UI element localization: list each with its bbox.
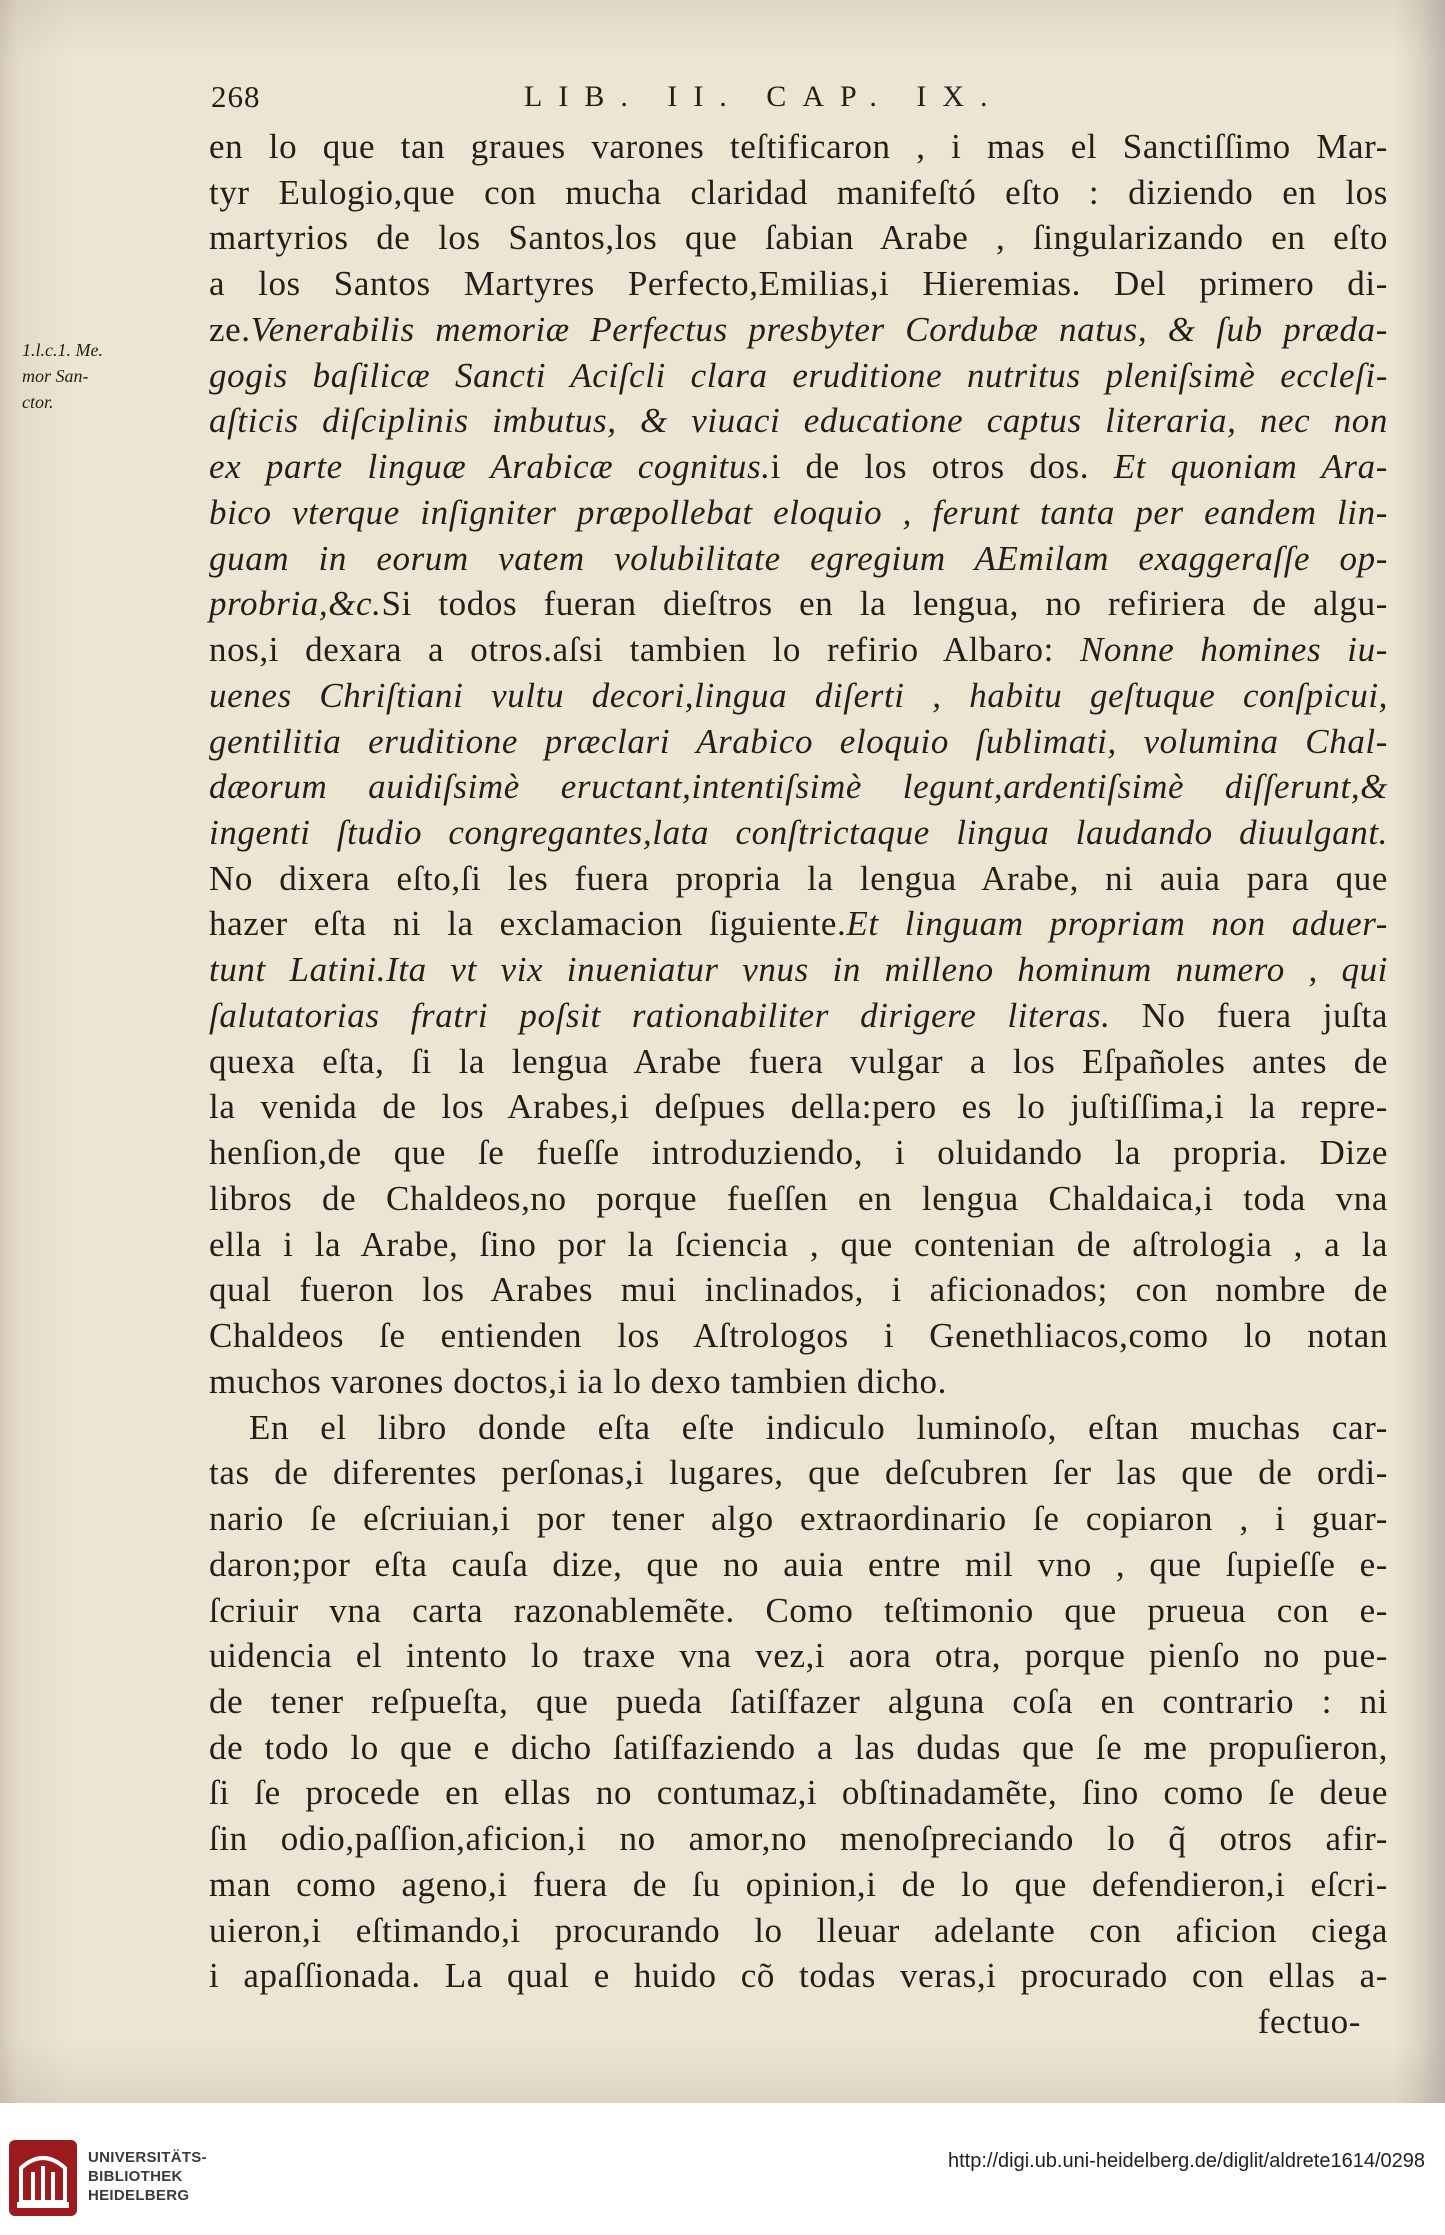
text-line-content [209,1267,1388,1313]
page-url-link[interactable]: http://digi.ub.uni-heidelberg.de/diglit/aldrete1614/0298 [947,2150,1425,2172]
text-line-content [209,353,1388,399]
text-line [209,1725,1388,1771]
italic-text-run: probria,&c. [209,584,382,624]
roman-text-run: tas de diferentes perſonas,i lugares, que deſcubren ſer las que de ordi- [209,1453,1388,1493]
text-line [209,1222,1388,1268]
text-line-content [209,856,1388,902]
text-line [209,1359,1388,1405]
roman-text-run: henſion,de que ſe fueſſe introduziendo, i oluidando la propria. Dize [209,1133,1388,1173]
text-line [209,627,1388,673]
text-line-content [209,215,1388,261]
text-line-content [209,1862,1388,1908]
text-line [209,536,1388,582]
italic-text-run: Nonne homines iu- [1079,630,1388,670]
text-line-content [209,1908,1388,1954]
text-line [209,307,1388,353]
roman-text-run: En el libro donde eſta eſte indiculo luminoſo, eſtan muchas car- [249,1407,1388,1447]
text-line [209,673,1388,719]
italic-text-run: ſalutatorias fratri poſsit rationabiliter dirigere literas. [209,995,1142,1035]
text-line [209,490,1388,536]
marginal-note-line: ctor. [22,392,54,412]
text-line [209,1679,1388,1725]
text-line-content [209,1039,1388,1085]
roman-text-run: Si todos fueran dieſtros en la lengua, no refiriera de algu- [381,584,1388,624]
text-line [209,1770,1388,1816]
text-line [209,1953,1388,1999]
text-line-content [209,444,1388,490]
text-line-content [209,170,1388,216]
marginal-note-line: 1.l.c.1. Me. [22,340,103,360]
text-line-content [209,1130,1388,1176]
italic-text-run: dæorum auidiſsimè eructant,intentiſsimè legunt,ardentiſsimè diſſerunt,& [209,767,1388,807]
roman-text-run: qual fueron los Arabes mui inclinados, i aficionados; con nombre de [209,1270,1388,1310]
text-line-content [209,124,1388,170]
text-line-content [209,1588,1388,1634]
text-line [209,261,1388,307]
roman-text-run: nos,i dexara a otros.aſsi tambien lo refirio Albaro: [209,630,1080,670]
text-line-content [209,810,1388,856]
running-head [0,77,1445,117]
text-line-content [209,901,1388,947]
roman-text-run: Chaldeos ſe entienden los Aſtrologos i Genethliacos,como lo notan [209,1316,1388,1356]
text-line [209,1588,1388,1634]
italic-text-run: aſticis diſciplinis imbutus, & viuaci educatione captus literaria, nec non [209,401,1388,441]
text-line-content [209,627,1388,673]
text-line [209,1908,1388,1954]
roman-text-run: la venida de los Arabes,i deſpues della:pero es lo juſtiſſima,i la repre- [209,1087,1388,1127]
text-line-content [209,261,1388,307]
text-line [209,170,1388,216]
text-line [209,1816,1388,1862]
text-line [209,1313,1388,1359]
text-line [209,856,1388,902]
italic-text-run: Et linguam propriam non aduer- [846,904,1388,944]
roman-text-run: de tener reſpueſta, que pueda ſatiſfazer alguna coſa en contrario : ni [209,1681,1388,1721]
text-line-content [209,1770,1388,1816]
italic-text-run: bico vterque inſigniter præpollebat eloquio , ferunt tanta per eandem lin- [209,492,1388,532]
text-line [209,353,1388,399]
roman-text-run: No dixera eſto,ſi les fuera propria la lengua Arabe, ni auia para que [209,858,1388,898]
text-line [209,1405,1388,1451]
text-line [209,1039,1388,1085]
text-line-content [209,536,1388,582]
text-line [209,1267,1388,1313]
body-text [209,124,1388,2045]
roman-text-run: ſin odio,paſſion,aficion,i no amor,no menoſpreciando lo q̃ otros afir- [209,1819,1388,1859]
library-footer [0,2103,1445,2235]
text-line [209,1633,1388,1679]
library-name-line: BIBLIOTHEK [88,2168,183,2185]
roman-text-run: uieron,i eſtimando,i procurando lo lleuar adelante con aficion ciega [209,1910,1388,1950]
text-line-content [209,1084,1388,1130]
roman-text-run: en lo que tan graues varones teſtificaron , i mas el Sanctiſſimo Mar- [209,127,1388,166]
text-line [209,719,1388,765]
roman-text-run: No fuera juſta [1141,995,1388,1035]
roman-text-run: a los Santos Martyres Perfecto,Emilias,i Hieremias. Del primero di- [209,264,1388,304]
text-line-content [209,1359,947,1405]
roman-text-run: hazer eſta ni la exclamacion ſiguiente. [209,904,847,944]
italic-text-run: ex parte linguæ Arabicæ cognitus. [209,447,771,487]
italic-text-run: ingenti ſtudio congregantes,lata conſtrictaque lingua laudando diuulgant. [209,813,1388,853]
roman-text-run: ſcriuir vna carta razonablemẽte. Como teſtimonio que prueua con e- [209,1590,1388,1630]
library-name [88,2148,207,2205]
marginal-note-line: mor San- [22,366,89,386]
running-title: LIB. II. CAP. IX. [524,80,1004,113]
roman-text-run: ſi ſe procede en ellas no contumaz,i obſtinadamẽte, ſino como ſe deue [209,1773,1388,1813]
roman-text-run: i apaſſionada. La qual e huido cõ todas veras,i procurado con ellas a- [209,1956,1388,1996]
text-line [209,947,1388,993]
text-line-content [209,1496,1388,1542]
roman-text-run: ella i la Arabe, ſino por la ſciencia , que contenian de aſtrologia , a la [209,1224,1388,1264]
text-line [209,581,1388,627]
text-line [209,398,1388,444]
text-line [209,810,1388,856]
roman-text-run: libros de Chaldeos,no porque fueſſen en lengua Chaldaica,i toda vna [209,1178,1388,1218]
text-line-content [209,764,1388,810]
italic-text-run: guam in eorum vatem volubilitate egregium AEmilam exaggeraſſe op- [209,538,1388,578]
italic-text-run: gogis baſilicæ Sancti Aciſcli clara eruditione nutritus pleniſsimè eccleſi- [209,355,1388,395]
roman-text-run: nario ſe eſcriuian,i por tener algo extraordinario ſe copiaron , i guar- [209,1499,1388,1539]
roman-text-run: de todo lo que e dicho ſatiſfaziendo a las dudas que ſe me propuſieron, [209,1727,1388,1767]
catchword: fectuo- [1257,2002,1361,2042]
roman-text-run: muchos varones doctos,i ia lo dexo tambien dicho. [209,1361,947,1401]
roman-text-run: uidencia el intento lo traxe vna vez,i aora otra, porque pienſo no pue- [209,1636,1388,1676]
text-line-content [209,1953,1388,1999]
text-line-content [209,1313,1388,1359]
text-line [209,1542,1388,1588]
roman-text-run: tyr Eulogio,que con mucha claridad manifeſtó eſto : diziendo en los [209,172,1388,212]
text-line-content [209,947,1388,993]
text-line [209,1496,1388,1542]
text-line-content [249,1405,1388,1451]
text-line-content [209,1725,1388,1771]
text-line [209,444,1388,490]
text-line-content [209,1450,1388,1496]
italic-text-run: gentilitia eruditione præclari Arabico eloquio ſublimati, volumina Chal- [209,721,1388,761]
library-name-line: UNIVERSITÄTS- [88,2149,207,2166]
text-line [209,1862,1388,1908]
text-line [209,1084,1388,1130]
library-logo [7,2138,79,2218]
roman-text-run: quexa eſta, ſi la lengua Arabe fuera vulgar a los Eſpañoles antes de [209,1041,1388,1081]
text-line [209,764,1388,810]
text-line-content [209,581,1388,627]
text-line-content [209,719,1388,765]
roman-text-run: daron;por eſta cauſa dize, que no auia entre mil vno , que ſupieſſe e- [209,1544,1388,1584]
catchword-line [209,1999,1388,2045]
text-line [209,901,1388,947]
roman-text-run: i de los otros dos. [770,447,1114,487]
page-number: 268 [211,79,261,114]
text-line-content [209,993,1388,1039]
text-line-content [209,1633,1388,1679]
text-line [209,1176,1388,1222]
text-line-content [209,1176,1388,1222]
library-name-line: HEIDELBERG [88,2187,190,2204]
text-line-content [209,1222,1388,1268]
text-line-content [209,490,1388,536]
text-line [209,1130,1388,1176]
roman-text-run: ze. [209,309,251,349]
text-line-content [209,307,1388,353]
roman-text-run: martyrios de los Santos,los que ſabian Arabe , ſingularizando en eſto [209,218,1388,258]
text-line [209,215,1388,261]
text-line-content [209,398,1388,444]
italic-text-run: Et quoniam Ara- [1113,447,1388,487]
marginal-note [22,337,132,415]
text-line-content [209,1816,1388,1862]
text-line-content [209,1542,1388,1588]
italic-text-run: uenes Chriſtiani vultu decori,lingua diſerti , habitu geſtuque conſpicui, [209,675,1388,715]
italic-text-run: Venerabilis memoriæ Perfectus presbyter Cordubæ natus, & ſub præda- [250,309,1388,349]
library-emblem-icon [7,2138,79,2218]
text-line-content [209,1679,1388,1725]
roman-text-run: man como ageno,i fuera de ſu opinion,i de lo que defendieron,i eſcri- [209,1864,1388,1904]
italic-text-run: tunt Latini.Ita vt vix inueniatur vnus in milleno hominum numero , qui [209,950,1388,990]
text-line [209,1450,1388,1496]
text-line-content [209,673,1388,719]
text-line [209,124,1388,170]
text-line [209,993,1388,1039]
